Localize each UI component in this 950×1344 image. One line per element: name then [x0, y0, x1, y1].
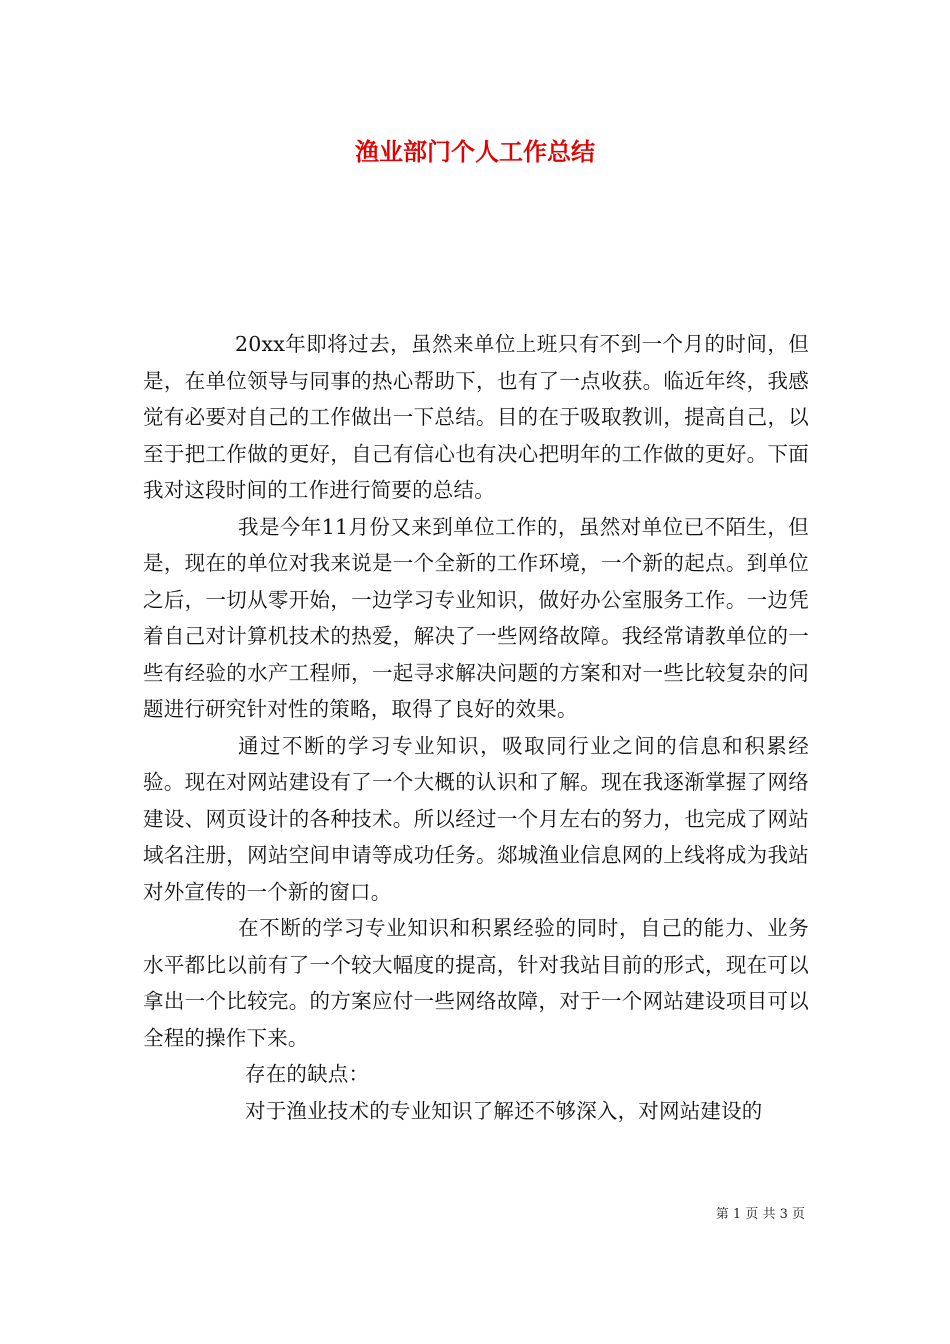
paragraph-shortcomings: 对于渔业技术的专业知识了解还不够深入，对网站建设的 — [245, 1098, 763, 1123]
document-body — [143, 326, 809, 1129]
paragraph-work-start: 我是今年11月份又来到单位工作的，虽然对单位已不陌生，但是，现在的单位对我来说是一个全新的工作环境，一个新的起点。到单位之后，一切从零开始，一边学习专业知识，做好办公室服务工作。一边凭着自己对计算机技术的热爱，解决了一些网络故障。我经常请教单位的一些有经验的水产工程师，一起寻求解决问题的方案和对一些比较复杂的问题进行研究针对性的策略，取得了良好的效果。 — [143, 514, 809, 721]
document-title: 渔业部门个人工作总结 — [355, 137, 595, 166]
page-footer: 第 1 页 共 3 页 — [715, 1207, 805, 1222]
paragraph-shortcomings-heading: 存在的缺点： — [245, 1062, 370, 1086]
paragraph-intro: 20xx年即将过去，虽然来单位上班只有不到一个月的时间，但是，在单位领导与同事的热心帮助下，也有了一点收获。临近年终，我感觉有必要对自己的工作做出一下总结。目的在于吸取教训，提高自己，以至于把工作做的更好，自己有信心也有决心把明年的工作做的更好。下面我对这段时间的工作进行简要的总结。 — [143, 332, 809, 502]
paragraph-improvement: 在不断的学习专业知识和积累经验的同时，自己的能力、业务水平都比以前有了一个较大幅度的提高，针对我站目前的形式，现在可以拿出一个比较完。的方案应付一些网络故障，对于一个网站建设项目可以全程的操作下来。 — [143, 916, 809, 1050]
paragraph-website: 通过不断的学习专业知识，吸取同行业之间的信息和积累经验。现在对网站建设有了一个大概的认识和了解。现在我逐渐掌握了网络建设、网页设计的各种技术。所以经过一个月左右的努力，也完成了网站域名注册，网站空间申请等成功任务。郯城渔业信息网的上线将成为我站对外宣传的一个新的窗口。 — [143, 733, 809, 904]
